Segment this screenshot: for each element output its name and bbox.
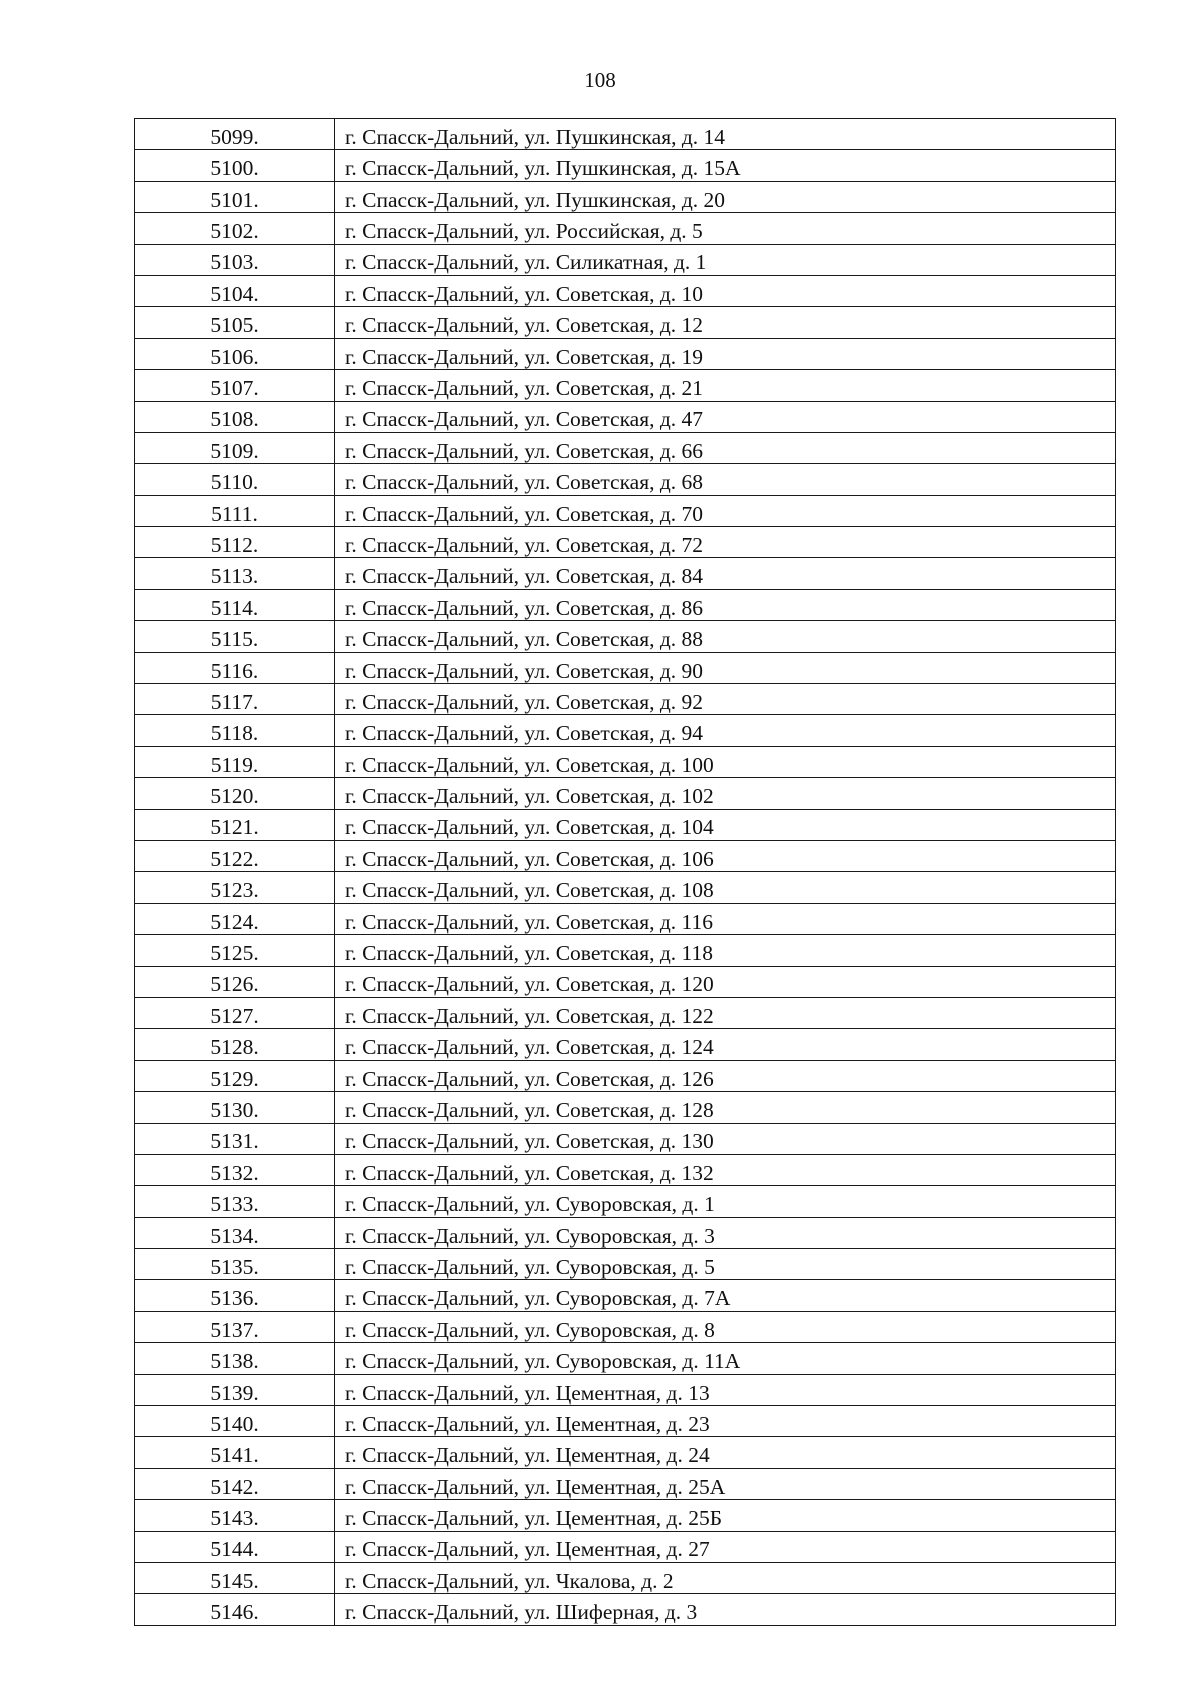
table-row: [135, 432, 1116, 463]
row-address: г. Спасск-Дальний, ул. Советская, д. 132: [335, 1154, 1116, 1185]
row-number: 5103.: [135, 244, 335, 275]
row-number: 5119.: [135, 746, 335, 777]
row-address: г. Спасск-Дальний, ул. Цементная, д. 25Б: [335, 1500, 1116, 1531]
table-row: [135, 244, 1116, 275]
table-row: [135, 370, 1116, 401]
row-address: г. Спасск-Дальний, ул. Советская, д. 118: [335, 935, 1116, 966]
row-address: г. Спасск-Дальний, ул. Советская, д. 70: [335, 495, 1116, 526]
row-number: 5108.: [135, 401, 335, 432]
row-address: г. Спасск-Дальний, ул. Советская, д. 10: [335, 275, 1116, 306]
row-number: 5112.: [135, 527, 335, 558]
table-row: [135, 1531, 1116, 1562]
table-row: [135, 307, 1116, 338]
address-table-body: [135, 119, 1116, 1626]
row-number: 5122.: [135, 840, 335, 871]
table-row: [135, 715, 1116, 746]
row-number: 5126.: [135, 966, 335, 997]
table-row: [135, 1437, 1116, 1468]
table-row: [135, 746, 1116, 777]
row-address: г. Спасск-Дальний, ул. Советская, д. 128: [335, 1092, 1116, 1123]
row-number: 5118.: [135, 715, 335, 746]
table-row: [135, 119, 1116, 150]
table-row: [135, 1594, 1116, 1625]
table-row: [135, 903, 1116, 934]
row-number: 5146.: [135, 1594, 335, 1625]
row-address: г. Спасск-Дальний, ул. Суворовская, д. 8: [335, 1311, 1116, 1342]
row-number: 5104.: [135, 275, 335, 306]
row-address: г. Спасск-Дальний, ул. Советская, д. 108: [335, 872, 1116, 903]
row-number: 5138.: [135, 1343, 335, 1374]
table-row: [135, 527, 1116, 558]
table-row: [135, 684, 1116, 715]
row-number: 5137.: [135, 1311, 335, 1342]
table-row: [135, 181, 1116, 212]
address-table: [134, 118, 1116, 1626]
row-address: г. Спасск-Дальний, ул. Советская, д. 106: [335, 840, 1116, 871]
row-number: 5140.: [135, 1406, 335, 1437]
table-row: [135, 1374, 1116, 1405]
row-number: 5144.: [135, 1531, 335, 1562]
row-number: 5145.: [135, 1562, 335, 1593]
row-address: г. Спасск-Дальний, ул. Советская, д. 66: [335, 432, 1116, 463]
row-number: 5114.: [135, 589, 335, 620]
row-address: г. Спасск-Дальний, ул. Цементная, д. 25А: [335, 1468, 1116, 1499]
row-number: 5127.: [135, 997, 335, 1028]
row-number: 5105.: [135, 307, 335, 338]
table-row: [135, 840, 1116, 871]
row-number: 5135.: [135, 1249, 335, 1280]
row-number: 5142.: [135, 1468, 335, 1499]
row-address: г. Спасск-Дальний, ул. Советская, д. 47: [335, 401, 1116, 432]
table-row: [135, 652, 1116, 683]
row-number: 5131.: [135, 1123, 335, 1154]
row-number: 5120.: [135, 778, 335, 809]
row-number: 5110.: [135, 464, 335, 495]
table-row: [135, 1217, 1116, 1248]
row-number: 5121.: [135, 809, 335, 840]
table-row: [135, 935, 1116, 966]
row-address: г. Спасск-Дальний, ул. Советская, д. 130: [335, 1123, 1116, 1154]
row-address: г. Спасск-Дальний, ул. Суворовская, д. 11А: [335, 1343, 1116, 1374]
table-row: [135, 338, 1116, 369]
table-row: [135, 401, 1116, 432]
table-row: [135, 150, 1116, 181]
table-row: [135, 558, 1116, 589]
row-address: г. Спасск-Дальний, ул. Советская, д. 102: [335, 778, 1116, 809]
row-address: г. Спасск-Дальний, ул. Советская, д. 126: [335, 1060, 1116, 1091]
table-row: [135, 1249, 1116, 1280]
table-row: [135, 872, 1116, 903]
row-address: г. Спасск-Дальний, ул. Советская, д. 94: [335, 715, 1116, 746]
row-address: г. Спасск-Дальний, ул. Шиферная, д. 3: [335, 1594, 1116, 1625]
row-address: г. Спасск-Дальний, ул. Советская, д. 84: [335, 558, 1116, 589]
table-row: [135, 1029, 1116, 1060]
row-number: 5141.: [135, 1437, 335, 1468]
table-row: [135, 213, 1116, 244]
row-number: 5132.: [135, 1154, 335, 1185]
table-row: [135, 1123, 1116, 1154]
table-row: [135, 1092, 1116, 1123]
row-number: 5136.: [135, 1280, 335, 1311]
row-address: г. Спасск-Дальний, ул. Цементная, д. 24: [335, 1437, 1116, 1468]
table-row: [135, 589, 1116, 620]
row-number: 5130.: [135, 1092, 335, 1123]
row-address: г. Спасск-Дальний, ул. Советская, д. 12: [335, 307, 1116, 338]
row-address: г. Спасск-Дальний, ул. Советская, д. 72: [335, 527, 1116, 558]
row-number: 5134.: [135, 1217, 335, 1248]
row-address: г. Спасск-Дальний, ул. Пушкинская, д. 15А: [335, 150, 1116, 181]
table-row: [135, 809, 1116, 840]
row-number: 5143.: [135, 1500, 335, 1531]
row-address: г. Спасск-Дальний, ул. Суворовская, д. 5: [335, 1249, 1116, 1280]
row-number: 5125.: [135, 935, 335, 966]
table-row: [135, 1343, 1116, 1374]
row-number: 5128.: [135, 1029, 335, 1060]
row-address: г. Спасск-Дальний, ул. Суворовская, д. 1: [335, 1186, 1116, 1217]
row-address: г. Спасск-Дальний, ул. Советская, д. 90: [335, 652, 1116, 683]
table-row: [135, 1406, 1116, 1437]
table-row: [135, 778, 1116, 809]
row-address: г. Спасск-Дальний, ул. Советская, д. 100: [335, 746, 1116, 777]
row-address: г. Спасск-Дальний, ул. Российская, д. 5: [335, 213, 1116, 244]
row-address: г. Спасск-Дальний, ул. Советская, д. 104: [335, 809, 1116, 840]
table-row: [135, 621, 1116, 652]
row-number: 5109.: [135, 432, 335, 463]
row-number: 5102.: [135, 213, 335, 244]
row-address: г. Спасск-Дальний, ул. Советская, д. 120: [335, 966, 1116, 997]
row-number: 5113.: [135, 558, 335, 589]
row-number: 5100.: [135, 150, 335, 181]
row-number: 5111.: [135, 495, 335, 526]
row-address: г. Спасск-Дальний, ул. Советская, д. 86: [335, 589, 1116, 620]
table-row: [135, 1154, 1116, 1185]
table-row: [135, 1500, 1116, 1531]
table-row: [135, 1060, 1116, 1091]
table-row: [135, 275, 1116, 306]
table-row: [135, 464, 1116, 495]
row-address: г. Спасск-Дальний, ул. Советская, д. 68: [335, 464, 1116, 495]
table-row: [135, 966, 1116, 997]
row-address: г. Спасск-Дальний, ул. Советская, д. 124: [335, 1029, 1116, 1060]
row-number: 5117.: [135, 684, 335, 715]
table-row: [135, 1186, 1116, 1217]
row-number: 5101.: [135, 181, 335, 212]
row-address: г. Спасск-Дальний, ул. Цементная, д. 27: [335, 1531, 1116, 1562]
table-row: [135, 495, 1116, 526]
row-address: г. Спасск-Дальний, ул. Суворовская, д. 3: [335, 1217, 1116, 1248]
row-number: 5106.: [135, 338, 335, 369]
row-number: 5116.: [135, 652, 335, 683]
page-number: 108: [584, 68, 616, 92]
table-row: [135, 1468, 1116, 1499]
row-address: г. Спасск-Дальний, ул. Советская, д. 88: [335, 621, 1116, 652]
row-number: 5123.: [135, 872, 335, 903]
row-address: г. Спасск-Дальний, ул. Силикатная, д. 1: [335, 244, 1116, 275]
row-address: г. Спасск-Дальний, ул. Советская, д. 92: [335, 684, 1116, 715]
row-address: г. Спасск-Дальний, ул. Советская, д. 116: [335, 903, 1116, 934]
row-number: 5115.: [135, 621, 335, 652]
row-address: г. Спасск-Дальний, ул. Советская, д. 19: [335, 338, 1116, 369]
row-address: г. Спасск-Дальний, ул. Советская, д. 122: [335, 997, 1116, 1028]
table-row: [135, 1311, 1116, 1342]
row-number: 5107.: [135, 370, 335, 401]
row-address: г. Спасск-Дальний, ул. Цементная, д. 23: [335, 1406, 1116, 1437]
table-row: [135, 997, 1116, 1028]
row-number: 5139.: [135, 1374, 335, 1405]
row-address: г. Спасск-Дальний, ул. Пушкинская, д. 20: [335, 181, 1116, 212]
row-number: 5124.: [135, 903, 335, 934]
row-address: г. Спасск-Дальний, ул. Суворовская, д. 7А: [335, 1280, 1116, 1311]
row-address: г. Спасск-Дальний, ул. Советская, д. 21: [335, 370, 1116, 401]
table-row: [135, 1562, 1116, 1593]
row-address: г. Спасск-Дальний, ул. Пушкинская, д. 14: [335, 119, 1116, 150]
row-address: г. Спасск-Дальний, ул. Чкалова, д. 2: [335, 1562, 1116, 1593]
row-number: 5129.: [135, 1060, 335, 1091]
row-address: г. Спасск-Дальний, ул. Цементная, д. 13: [335, 1374, 1116, 1405]
row-number: 5099.: [135, 119, 335, 150]
row-number: 5133.: [135, 1186, 335, 1217]
table-row: [135, 1280, 1116, 1311]
